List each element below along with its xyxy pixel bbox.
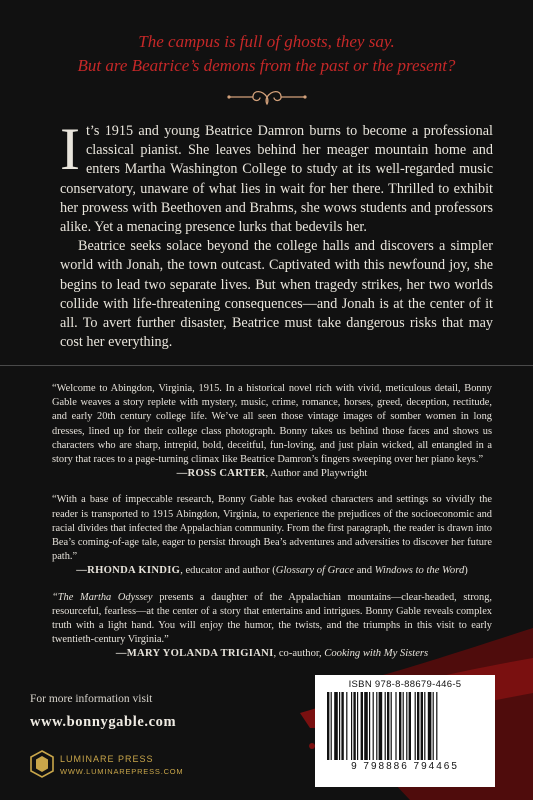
reviewer-role: , Author and Playwright (265, 468, 368, 480)
review-quote-text: presents a daughter of the Appalachian mountains—clear-headed, strong, resourceful, fearless—at the center of a story that entertains and intrigues. Bonny Gable reveals complex truth with a light hand. You will enjoy the humor, the twists, and the triumphs in this visit to early twentieth-century Virginia.” (52, 591, 492, 646)
isbn-barcode (315, 675, 495, 787)
publisher-name: LUMINARE PRESS (60, 754, 154, 764)
tagline-line-2: But are Beatrice’s demons from the past or the present? (77, 56, 456, 75)
publisher-logo (30, 750, 210, 784)
description-paragraph-2: Beatrice seeks solace beyond the college halls and discovers a simpler world with Jonah, the town outcast. Captivated with this newfound joy, she begins to lead two separate lives. But when tragedy strikes, her two worlds collide with life-threatening consequences—and Jonah is at the center of it all. To avert further disaster, Beatrice must take dangerous risks that may cost her everything. (60, 238, 493, 351)
review-quote: “With a base of impeccable research, Bonny Gable has evoked characters and settings so vividly the reader is transported to 1915 Abingdon, Virginia, to experience the prejudices of the socioeconomic and racial divides that infected the Appalachian community. From the first paragraph, the reader is drawn into Bea’s coming-of-age tale, eager to persist through Bea’s adventures and adversities to discover her future path.” (52, 494, 492, 563)
drop-cap: I (60, 116, 80, 182)
review-attribution (52, 467, 492, 481)
review-quote: “Welcome to Abingdon, Virginia, 1915. In a historical novel rich with vivid, meticulous detail, Bonny Gable weaves a story replete with mystery, music, crime, romance, horses, greed, deception, rectitude, and early 20th century college life. We’ve all seen those vintage images of somber women in long dresses, lined up for their college class photograph. Bonny takes us behind those faces and shows us characters who are sharp, intrepid, bold, deceitful, fun-loving, and just plain wicked, all entangled in a story that races to a page-turning climax like Beatrice Damron’s fingers sweeping over her piano keys.” (52, 383, 492, 466)
description-paragraph-1 (60, 116, 493, 237)
description-text-1: t’s 1915 and young Beatrice Damron burns to become a professional classical pianist. She leaves behind her meager mountain home and enters Martha Washington College to study at its well-regarded music conservatory, unaware of what lies in wait for her there. Thrilled to exhibit her prowess with Beethoven and Brahms, she wows students and professors alike. Yet a menacing presence lurks that bedevils her. (60, 123, 493, 236)
reviewer-role: , co-author, (273, 648, 325, 660)
reviewer-role: , educator and author ( (180, 565, 276, 577)
review-2 (52, 493, 492, 578)
tagline (0, 30, 533, 78)
more-info-text: For more information visit (30, 693, 153, 705)
barcode-number: 9 798886 794465 (351, 761, 459, 772)
book-description (60, 116, 493, 352)
reviewer-work-2: Windows to the Word (374, 565, 465, 577)
luminare-logo-icon (30, 750, 54, 778)
reviewer-name: —ROSS CARTER (176, 468, 266, 480)
barcode-icon (325, 692, 485, 760)
author-website-link[interactable]: www.bonnygable.com (30, 714, 177, 730)
review-quote-title: “The Martha Odyssey (52, 591, 153, 603)
review-attribution (52, 564, 492, 578)
review-1 (52, 382, 492, 481)
isbn-label: ISBN 978-8-88679-446-5 (348, 679, 462, 690)
reviewer-role-and: and (354, 565, 375, 577)
section-divider (0, 365, 533, 366)
reviewer-role-end: ) (464, 565, 468, 577)
reviewer-name: —MARY YOLANDA TRIGIANI (115, 648, 274, 660)
tagline-line-1: The campus is full of ghosts, they say. (138, 32, 395, 51)
flourish-ornament-icon (226, 86, 308, 108)
reviewer-work: Cooking with My Sisters (324, 648, 429, 660)
reviewer-work-1: Glossary of Grace (275, 565, 355, 577)
reviewer-name: —RHONDA KINDIG (76, 565, 181, 577)
publisher-url: WWW.LUMINAREPRESS.COM (60, 767, 184, 776)
